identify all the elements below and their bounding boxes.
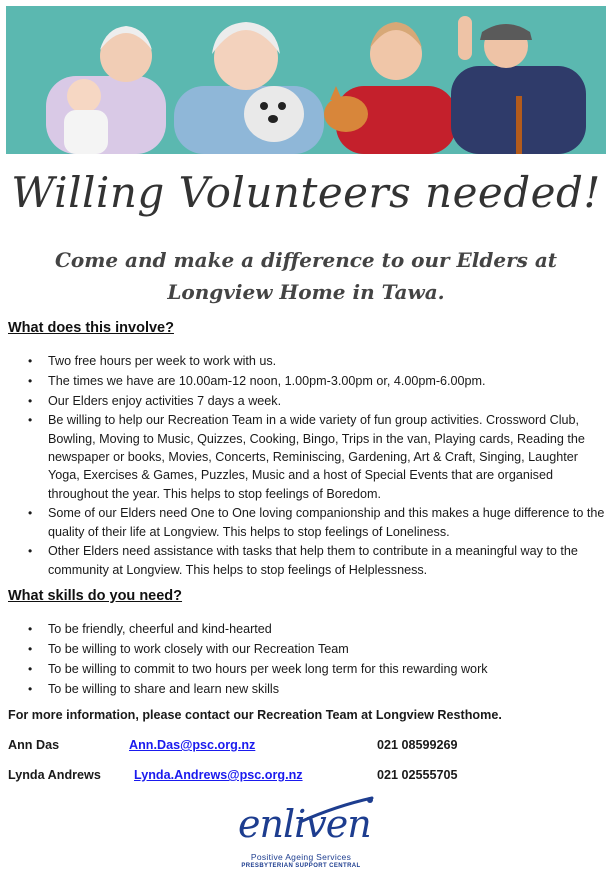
contact-phone: 021 08599269 bbox=[377, 738, 458, 752]
list-item: • Our Elders enjoy activities 7 days a week. bbox=[28, 392, 606, 410]
contact-info-line: For more information, please contact our Recreation Team at Longview Resthome. bbox=[8, 708, 502, 722]
list-item: • The times we have are 10.00am-12 noon, 1.00pm-3.00pm or, 4.00pm-6.00pm. bbox=[28, 372, 606, 390]
involve-heading: What does this involve? bbox=[8, 320, 174, 336]
contact-phone: 021 02555705 bbox=[377, 768, 458, 782]
list-item: • Some of our Elders need One to One loving companionship and this makes a huge difference to the quality of their life at Longview. This helps to stop feelings of Loneliness. bbox=[28, 504, 606, 541]
list-item: • To be willing to share and learn new skills bbox=[28, 680, 606, 698]
hero-photo-banner bbox=[6, 6, 606, 154]
list-item: • Two free hours per week to work with us. bbox=[28, 352, 606, 370]
contact-email-link[interactable]: Lynda.Andrews@psc.org.nz bbox=[134, 768, 303, 782]
list-item: • To be willing to commit to two hours per week long term for this rewarding work bbox=[28, 660, 606, 678]
logo-wordmark: enliven bbox=[238, 802, 371, 846]
enliven-logo bbox=[236, 796, 376, 876]
elders-group-photo bbox=[6, 6, 606, 154]
contact-name: Lynda Andrews bbox=[8, 768, 101, 782]
contact-name: Ann Das bbox=[8, 738, 60, 752]
logo-tagline: Positive Ageing Services bbox=[250, 852, 352, 862]
contact-row bbox=[8, 768, 598, 786]
list-item: • Other Elders need assistance with tasks that help them to contribute in a meaningful way to the community at Longview. This helps to stop feelings of Helplessness. bbox=[28, 542, 606, 579]
list-item: • To be willing to work closely with our Recreation Team bbox=[28, 640, 606, 658]
involve-list bbox=[28, 352, 606, 581]
skills-list bbox=[28, 620, 606, 700]
skills-heading: What skills do you need? bbox=[8, 588, 183, 604]
page-subtitle: Come and make a difference to our Elders at Longview Home in Tawa. bbox=[54, 248, 558, 304]
list-item: • To be friendly, cheerful and kind-hearted bbox=[28, 620, 606, 638]
logo-organisation: PRESBYTERIAN SUPPORT CENTRAL bbox=[241, 863, 361, 869]
page-title: Willing Volunteers needed! bbox=[11, 168, 601, 217]
contact-row bbox=[8, 738, 598, 756]
list-item: • Be willing to help our Recreation Team in a wide variety of fun group activities. Crossword Club, Bowling, Moving to Music, Quizzes, Cooking, Bingo, Trips in the van, Playing cards, Reading the newspaper or books, Movies, Concerts, Reminiscing, Gardening, Art & Craft, Singing, Laughter Yoga, Exercises & Games, Puzzles, Music and a host of Special Events that are organised throughout the year. This helps to stop feelings of Boredom. bbox=[28, 411, 606, 502]
contact-email-link[interactable]: Ann.Das@psc.org.nz bbox=[129, 738, 256, 752]
